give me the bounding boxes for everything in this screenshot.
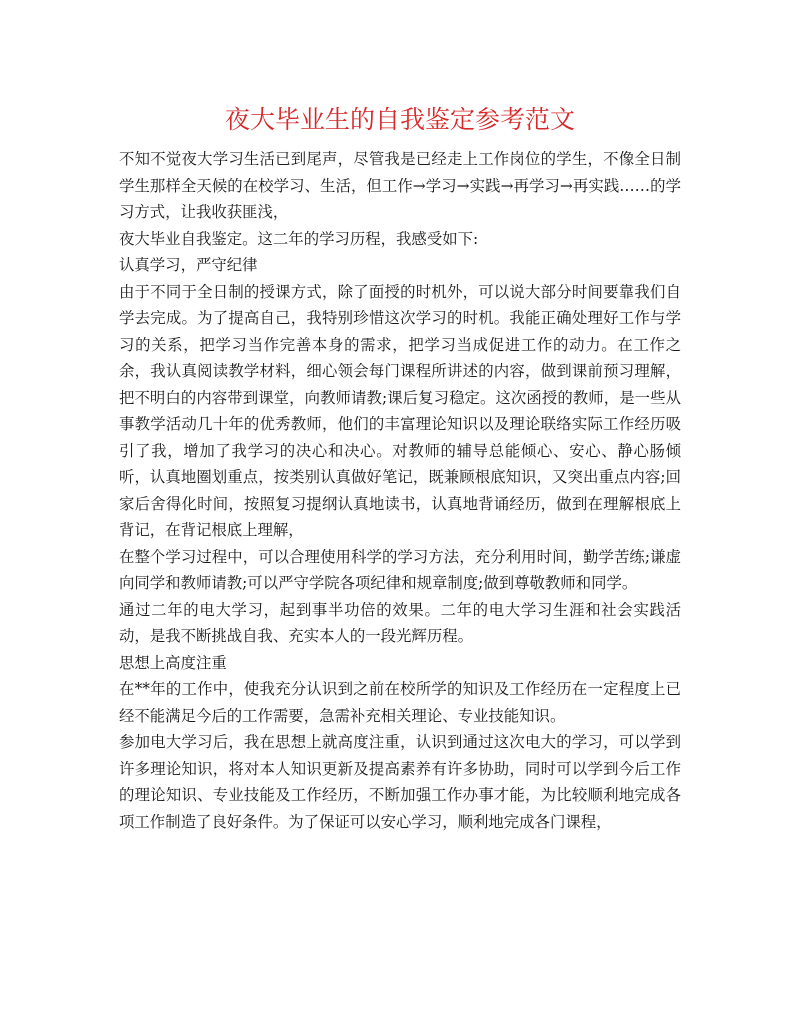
document-body <box>119 146 681 835</box>
document-title: 夜大毕业生的自我鉴定参考范文 <box>224 105 575 134</box>
paragraph-summary-intro: 夜大毕业自我鉴定。这二年的学习历程，我感受如下: <box>119 229 479 248</box>
paragraph-two-years-result: 通过二年的电大学习，起到事半功倍的效果。二年的电大学习生涯和社会实践活动，是我不断挑战自我、充实本人的一段光辉历程。 <box>119 600 681 645</box>
paragraph-learning-methods: 在整个学习过程中，可以合理使用科学的学习方法，充分利用时间，勤学苦练;谦虚向同学和教师请教;可以严守学院各项纪律和规章制度;做到尊敬教师和同学。 <box>119 547 681 592</box>
paragraph-intro: 不知不觉夜大学习生活已到尾声，尽管我是已经走上工作岗位的学生，不像全日制学生那样全天候的在校学习、生活，但工作→学习→实践→再学习→再实践……的学习方式，让我收获匪浅， <box>119 150 681 221</box>
paragraph-self-study: 由于不同于全日制的授课方式，除了面授的时机外，可以说大部分时间要靠我们自学去完成。为了提高自己，我特别珍惜这次学习的时机。我能正确处理好工作与学习的关系，把学习当作完善本身的需求，把学习当成促进工作的动力。在工作之余，我认真阅读教学材料，细心领会每门课程所讲述的内容，做到课前预习理解，把不明白的内容带到课堂，向教师请教;课后复习稳定。这次函授的教师，是一些从事教学活动几十年的优秀教师，他们的丰富理论知识以及理论联络实际工作经历吸引了我，增加了我学习的决心和决心。对教师的辅导总能倾心、安心、静心肠倾听，认真地圈划重点，按类别认真做好笔记，既兼顾根底知识，又突出重点内容;回家后舍得化时间，按照复习提纲认真地读书，认真地背诵经历，做到在理解根底上背记，在背记根底上理解， <box>119 282 681 539</box>
section-heading-study-discipline: 认真学习，严守纪律 <box>119 256 258 274</box>
section-heading-ideology: 思想上高度注重 <box>119 653 227 672</box>
paragraph-after-enrollment: 参加电大学习后，我在思想上就高度注重，认识到通过这次电大的学习，可以学到许多理论知识，将对本人知识更新及提高素养有许多协助，同时可以学到今后工作的理论知识、专业技能及工作经历，不断加强工作办事才能，为比较顺利地完成各项工作制造了良好条件。为了保证可以安心学习，顺利地完成各门课程， <box>119 733 681 831</box>
paragraph-work-awareness: 在**年的工作中，使我充分认识到之前在校所学的知识及工作经历在一定程度上已经不能满足今后的工作需要，急需补充相关理论、专业技能知识。 <box>119 680 681 725</box>
